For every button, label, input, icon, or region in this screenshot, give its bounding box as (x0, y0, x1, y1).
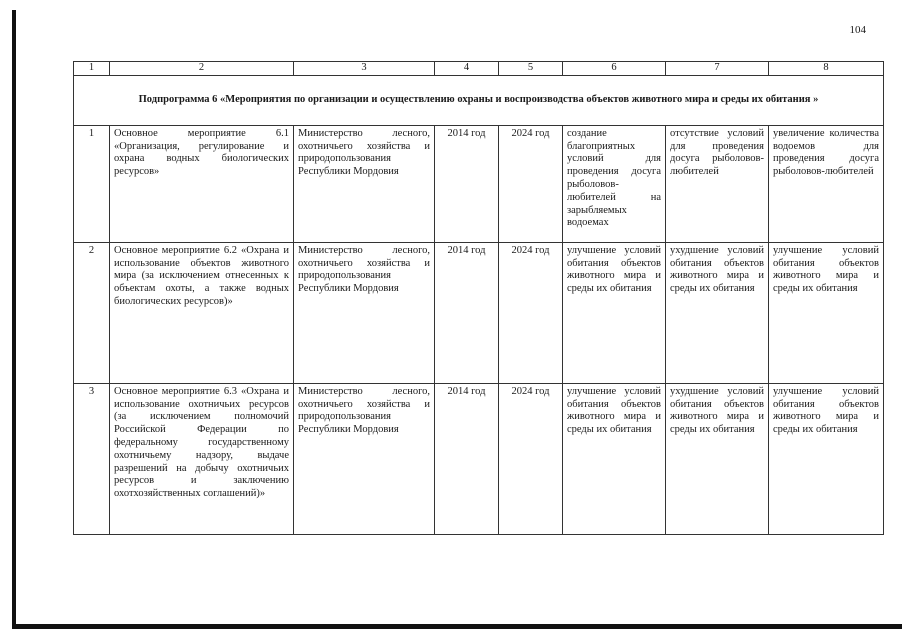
subprogram-title: Подпрограмма 6 «Мероприятия по организации и осуществлению охраны и воспроизводства объектов животного мира и среды их обитания » (74, 75, 884, 125)
indicator-cell: улучшение условий обитания объектов животного мира и среды их обитания (769, 242, 884, 383)
column-header: 2 (110, 62, 294, 76)
indicator-cell: увеличение количества водоемов для проведения досуга рыболовов-любителей (769, 125, 884, 242)
column-header: 8 (769, 62, 884, 76)
measure-cell: Основное мероприятие 6.1 «Организация, регулирование и охрана водных биологических ресурсов» (110, 125, 294, 242)
column-header: 6 (563, 62, 666, 76)
column-header: 1 (74, 62, 110, 76)
column-number-row (74, 62, 884, 76)
executor-cell: Министерство лесного, охотничьего хозяйства и природопользования Республики Мордовия (294, 125, 435, 242)
end-year-cell: 2024 год (499, 242, 563, 383)
start-year-cell: 2014 год (435, 383, 499, 534)
consequence-cell: ухудшение условий обитания объектов животного мира и среды их обитания (666, 383, 769, 534)
end-year-cell: 2024 год (499, 383, 563, 534)
result-cell: улучшение условий обитания объектов животного мира и среды их обитания (563, 383, 666, 534)
table-row (74, 125, 884, 242)
end-year-cell: 2024 год (499, 125, 563, 242)
result-cell: создание благоприятных условий для проведения досуга рыболовов-любителей на зарыбляемых водоемах (563, 125, 666, 242)
executor-cell: Министерство лесного, охотничьего хозяйства и природопользования Республики Мордовия (294, 242, 435, 383)
row-number: 2 (74, 242, 110, 383)
column-header: 5 (499, 62, 563, 76)
table-row (74, 242, 884, 383)
consequence-cell: отсутствие условий для проведения досуга рыболовов-любителей (666, 125, 769, 242)
column-header: 4 (435, 62, 499, 76)
row-number: 3 (74, 383, 110, 534)
result-cell: улучшение условий обитания объектов животного мира и среды их обитания (563, 242, 666, 383)
subprogram-row (74, 75, 884, 125)
consequence-cell: ухудшение условий обитания объектов животного мира и среды их обитания (666, 242, 769, 383)
table-row (74, 383, 884, 534)
scan-border-bottom (12, 624, 902, 629)
indicator-cell: улучшение условий обитания объектов животного мира и среды их обитания (769, 383, 884, 534)
start-year-cell: 2014 год (435, 125, 499, 242)
row-number: 1 (74, 125, 110, 242)
column-header: 7 (666, 62, 769, 76)
measure-cell: Основное мероприятие 6.2 «Охрана и использование объектов животного мира (за исключением отнесенных к объектам охоты, а также водных биологических ресурсов)» (110, 242, 294, 383)
executor-cell: Министерство лесного, охотничьего хозяйства и природопользования Республики Мордовия (294, 383, 435, 534)
page-number: 104 (849, 24, 866, 36)
scan-border-left (12, 10, 16, 628)
column-header: 3 (294, 62, 435, 76)
start-year-cell: 2014 год (435, 242, 499, 383)
measure-cell: Основное мероприятие 6.3 «Охрана и использование охотничьих ресурсов (за исключением полномочий Российской Федерации по федеральному государственному охотничьему надзору, выдаче разрешений на добычу охотничьих ресурсов и заключению охотхозяйственных соглашений)» (110, 383, 294, 534)
program-table (73, 61, 884, 535)
